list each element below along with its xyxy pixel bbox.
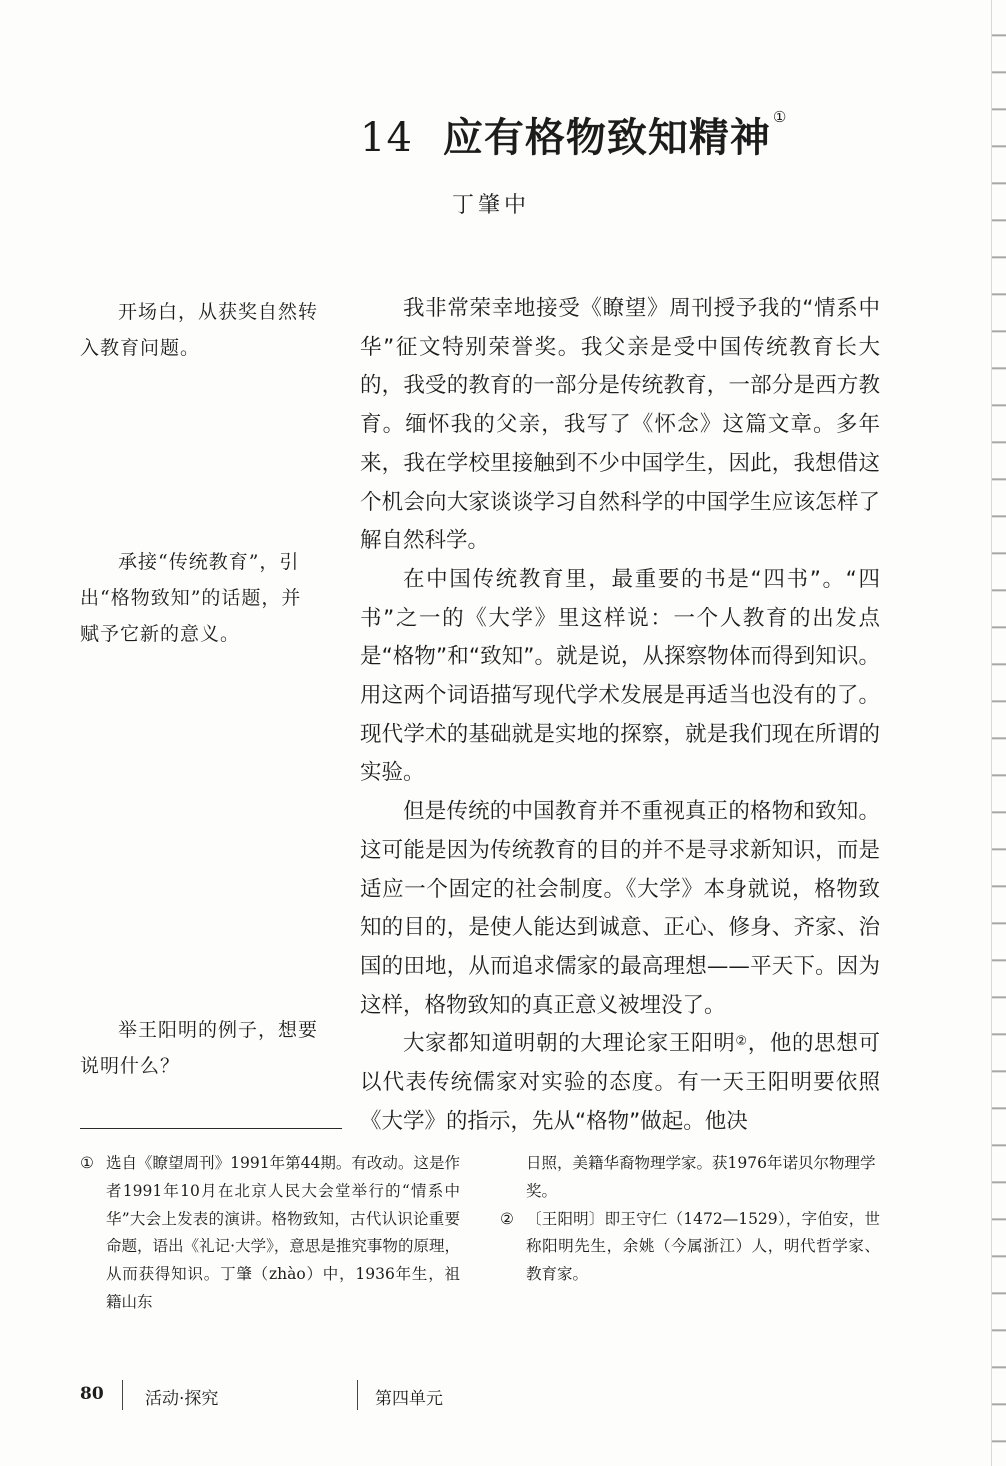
footer-divider: [122, 1380, 123, 1410]
footnote-1-mark: ①: [80, 1154, 94, 1172]
footnote-2: ② 〔王阳明〕即王守仁（1472—1529），字伯安，世称阳明先生，余姚（今属浙江）人，明代哲学家、教育家。: [500, 1206, 880, 1289]
footnotes-left-column: [80, 1150, 460, 1317]
page-number: 80: [80, 1384, 104, 1404]
section-name: 活动·探究: [145, 1389, 219, 1409]
footer-divider: [357, 1380, 358, 1410]
margin-note-2: 承接“传统教育”，引出“格物致知”的话题，并赋予它新的意义。: [80, 551, 302, 645]
lesson-title-text: 应有格物致知精神: [442, 115, 771, 161]
lesson-title: [360, 106, 787, 163]
lesson-number: 14: [360, 115, 413, 161]
margin-note-3: 举王阳明的例子，想要说明什么？: [80, 1019, 319, 1077]
paragraph: 在中国传统教育里，最重要的书是“四书”。“四书”之一的《大学》里这样说：一个人教育的出发点是“格物”和“致知”。就是说，从探察物体而得到知识。用这两个词语描写现代学术发展是再适当也没有的了。现代学术的基础就是实地的探察，就是我们现在所谓的实验。: [360, 566, 880, 786]
footnotes-right-column: [500, 1150, 880, 1289]
margin-note-1: 开场白，从获奖自然转入教育问题。: [80, 301, 319, 359]
title-footnote-mark: ①: [772, 108, 788, 126]
paragraph: 我非常荣幸地接受《瞭望》周刊授予我的“情系中华”征文特别荣誉奖。我父亲是受中国传统教育长大的，我受的教育的一部分是传统教育，一部分是西方教育。缅怀我的父亲，我写了《怀念》这篇文章。多年来，我在学校里接触到不少中国学生，因此，我想借这个机会向大家谈谈学习自然科学的中国学生应该怎样了解自然科学。: [360, 296, 880, 554]
page-edge: [991, 0, 1006, 1466]
footnote-1: ① 选自《瞭望周刊》1991年第44期。有改动。这是作者1991年10月在北京人民大会堂举行的“情系中华”大会上发表的演讲。格物致知，古代认识论重要命题，语出《礼记·大学》，意思是推究事物的原理，从而获得知识。丁肇（zhào）中，1936年生，祖籍山东: [80, 1150, 460, 1317]
footnote-1-continued: 日照，美籍华裔物理学家。获1976年诺贝尔物理学奖。: [526, 1154, 876, 1200]
unit-name: 第四单元: [375, 1389, 443, 1409]
footnote-mark: ②: [735, 1034, 748, 1050]
footnote-divider: [80, 1128, 342, 1129]
author-name: 丁肇中: [452, 193, 531, 218]
footnote-2-mark: ②: [500, 1209, 514, 1228]
main-text: [360, 290, 880, 1141]
paragraph: 但是传统的中国教育并不重视真正的格物和致知。这可能是因为传统教育的目的并不是寻求新知识，而是适应一个固定的社会制度。《大学》本身就说，格物致知的目的，是使人能达到诚意、正心、修身、齐家、治国的田地，从而追求儒家的最高理想——平天下。因为这样，格物致知的真正意义被埋没了。: [360, 799, 880, 1018]
paragraph: 大家都知道明朝的大理论家王阳明②，他的思想可以代表传统儒家对实验的态度。有一天王阳明要依照《大学》的指示，先从“格物”做起。他决: [360, 1031, 880, 1134]
